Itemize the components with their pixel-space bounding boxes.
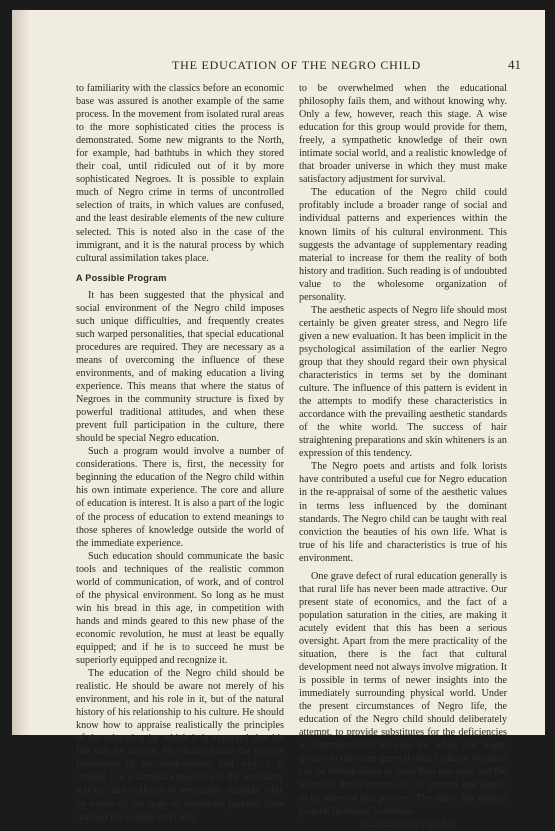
paragraph: One grave defect of rural education generally is that rural life has never been made attractive. Our present state of economics, and the fact of a population saturation in the cities, are making it acutely evident that this has been a serious oversight. Apart from the mere practicality of the situation, there is the fact that cultural development need not always involve migration. It is possible in terms of newer insights into the immediately surrounding physical world. Under the present circumstances of Negro life, the education of the Negro child should deliberately attempt, to provide substitutes for the deficiencies in communication between the white and Negro groups in the same general area. Cultural isolation can be broken down in more than one way, and the technical developments of the present age appear to be allies of this process. The radio, the motion picture, increased communi- — [299, 570, 507, 817]
paragraph: The education of the Negro child could profitably include a broader range of social and individual patterns and experiences within the known limits of his cultural environment. This suggests the advantage of supplementary reading material to increase for them the reality of both history and tradition. Such reading is of undoubted value to the wholesome organization of personality. — [299, 187, 507, 303]
paragraph: to familiarity with the classics before an economic base was assured is another example of the same process. In the movement from isolated rural areas to the more sophisticated cities the process is demonstrated. Some new migrants to the North, for example, had bathtubs in which they stored their coal, until ridiculed out of it by more sophisticated Negroes. It is possible to explain much of Negro crime in terms of uncontrolled selection of traits, in which values are confused, and the least desirable elements of the new culture selected. This is noted also in the case of the immigrant, and it is the natural process by which cultural assimilation takes place. — [76, 83, 284, 264]
running-title: THE EDUCATION OF THE NEGRO CHILD — [172, 58, 422, 72]
continued-note: (Continued on Page 61) — [362, 818, 456, 829]
book-page — [12, 10, 545, 829]
paragraph: It has been suggested that the physical and social environment of the Negro child imposes such unique difficulties, and frequently creates such warped personalities, that special educational procedures are required. They are necessary as a means of overcoming the influence of these environments, and of making education a living experience. This means that where the status of Negroes in the community structure is fixed by powerful traditional attitudes, and when these prevent full participation in the culture, there should be special Negro education. — [76, 289, 284, 445]
page-number: 41 — [508, 57, 521, 72]
paragraph: The Negro poets and artists and folk lorists have contributed a useful cue for Negro education in the re-appraisal of some of the aesthetic values in terms less influenced by the dominant standards. The Negro child can be taught with real conviction the beauties of his own life. What is true of his life and characteristics is true of his environment. — [299, 461, 507, 564]
section-heading: A Possible Program — [76, 272, 167, 283]
paragraph: to be overwhelmed when the educational philosophy fails them, and without knowing why. Only a few, however, reach this stage. A wise education for this group would provide for them, freely, a sympathetic knowledge of their own intimate social world, and a realistic knowledge of that broader universe in which they must make satisfactory adjustment for survival. — [299, 83, 507, 186]
left-column — [76, 82, 284, 824]
paragraph: Such a program would involve a number of considerations. There is, first, the necessity for beginning the education of the Negro child within his own intimate experience. The core and allure of education is interest. It is also a part of the logic of the process of education to extend meanings to those spheres of knowledge outside the world of the immediate experience. — [76, 446, 284, 549]
paragraph: Such education should communicate the basic tools and techniques of the realistic common world of communication, of work, and of control of the physical environment. So long as he must win his bread in this age, in competition with hands and minds geared to this new phase of the economic revolution, he must at least be equally equipped; and if he is to succeed he must be superiorly equipped and recognize it. — [76, 550, 284, 667]
right-column — [299, 82, 507, 831]
paragraph: The education of the Negro child should be realistic. He should be aware not merely of his environment, and his role in it, but of the natural history of his relationship to his culture. He should know how to appraise realistically the principles of the education by which it is expected that his life will be shaped. He should know the present limitations of his environment and why it is limited. It is a familiar experience in the secondary schools and colleges to encounter students who, by virtue of the urge of ambitious parents, have reached the college level only — [76, 668, 284, 823]
paragraph: The aesthetic aspects of Negro life should most certainly be given greater stress, and Negro life given a new evaluation. It has been implicit in the psychological assimilation of the earlier Negro group that they should regard their own physical characteristics in terms set by the dominant culture. The influence of this pattern is evident in the attempts to modify these characteristics in accordance with the prevailing aesthetic standards of the white world. The success of hair straightening preparations and skin whiteners is an expression of this tendency. — [299, 304, 507, 460]
page-header — [12, 58, 545, 78]
